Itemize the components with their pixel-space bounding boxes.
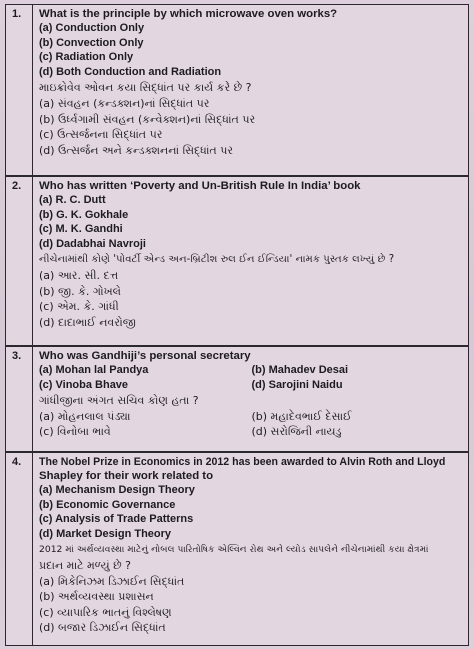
gujarati-option-a: (a) મોહનલાલ પંડ્યા	[39, 409, 131, 423]
gujarati-option-b: (b) જી. કે. ગોખલે	[39, 284, 121, 298]
option-b: (b) G. K. Gokhale	[39, 208, 129, 221]
gujarati-option-c: (c) વ્યાપારિક ભાતનું વિશ્લેષણ	[39, 605, 172, 619]
question-text: Who has written ‘Poverty and Un-British Rule In India’ book	[39, 180, 361, 192]
question-text: Who was Gandhiji’s personal secretary	[39, 350, 251, 362]
question-2	[5, 176, 469, 346]
gujarati-option-b: (b) અર્થવ્યવસ્થા પ્રશાસન	[39, 590, 154, 604]
question-text-line-1: The Nobel Prize in Economics in 2012 has been awarded to Alvin Roth and Lloyd	[39, 456, 446, 468]
option-a: (a) Mechanism Design Theory	[39, 484, 195, 496]
option-b: (b) Convection Only	[39, 36, 144, 49]
question-number: 2.	[6, 177, 33, 345]
option-c: (c) Vinoba Bhave	[39, 378, 129, 391]
question-1	[5, 4, 469, 176]
gujarati-option-d: (d) દાદાભાઈ નવરોજી	[39, 315, 136, 329]
option-c: (c) M. K. Gandhi	[39, 223, 123, 236]
question-3	[5, 346, 469, 452]
option-c: (c) Radiation Only	[39, 51, 134, 64]
gujarati-option-b: (b) ઉર્ધ્વગામી સંવહન (કન્વેક્શન)નાં સિદ્ધાંત પર	[39, 112, 256, 126]
question-number: 4.	[6, 453, 33, 645]
question-number: 1.	[6, 5, 33, 175]
option-b: (b) Economic Governance	[39, 498, 176, 511]
gujarati-question-line-2: પ્રદાન માટે મળ્યું છે ?	[39, 558, 131, 572]
option-d: (d) Sarojini Naidu	[251, 378, 343, 391]
option-d: (d) Market Design Theory	[39, 527, 172, 540]
gujarati-option-a: (a) મિકેનિઝમ ડિઝાઈન સિદ્ધાંત	[39, 574, 185, 588]
gujarati-question-text: માઇક્રોવેવ ઓવન કયા સિદ્ધાંત પર કાર્ય કરે છે ?	[39, 81, 252, 95]
gujarati-question-text: નીચેનામાંથી કોણે 'પોવર્ટી એન્ડ અન-બ્રિટીશ રુલ ઈન ઈન્ડિયા' નામક પુસ્તક લખ્યું છે ?	[39, 254, 395, 266]
gujarati-option-b: (b) મહાદેવભાઈ દેસાઈ	[251, 409, 352, 423]
gujarati-option-d: (d) બજાર ડિઝાઈન સિદ્ધાંત	[39, 621, 166, 635]
option-b: (b) Mahadev Desai	[251, 364, 349, 376]
question-number: 3.	[6, 347, 33, 451]
option-d: (d) Both Conduction and Radiation	[39, 65, 222, 78]
gujarati-option-a: (a) આર. સી. દત્ત	[39, 268, 119, 282]
option-a: (a) Mohan lal Pandya	[39, 364, 149, 376]
option-a: (a) R. C. Dutt	[39, 194, 106, 206]
option-d: (d) Dadabhai Navroji	[39, 237, 146, 250]
option-c: (c) Analysis of Trade Patterns	[39, 513, 194, 526]
question-4	[5, 452, 469, 646]
gujarati-option-d: (d) સરોજિની નાયડુ	[251, 425, 342, 439]
question-text: What is the principle by which microwave oven works?	[39, 8, 338, 20]
gujarati-question-line-1: 2012 માં અર્થવ્યવસ્થા માટેનું નોબલ પારિતોષિક એલ્વિન રોથ અને લ્યોડ સાપલેને નીચેનામાંથી કયા ક્ષેત્રમાં	[39, 544, 429, 556]
gujarati-question-text: ગાંધીજીના અંગત સચિવ કોણ હતા ?	[39, 394, 199, 408]
gujarati-option-a: (a) સંવહન (કન્ડક્શન)નાં સિદ્ધાંત પર	[39, 96, 210, 110]
gujarati-option-c: (c) વિનોબા ભાવે	[39, 425, 111, 439]
gujarati-option-d: (d) ઉત્સર્જન અને કન્ડક્શનનાં સિદ્ધાંત પર	[39, 143, 234, 157]
gujarati-option-c: (c) એમ. કે. ગાંધી	[39, 300, 119, 314]
option-a: (a) Conduction Only	[39, 22, 145, 34]
gujarati-option-c: (c) ઉત્સર્જનના સિદ્ધાંત પર	[39, 128, 163, 142]
question-text-line-2: Shapley for their work related to	[39, 470, 214, 482]
